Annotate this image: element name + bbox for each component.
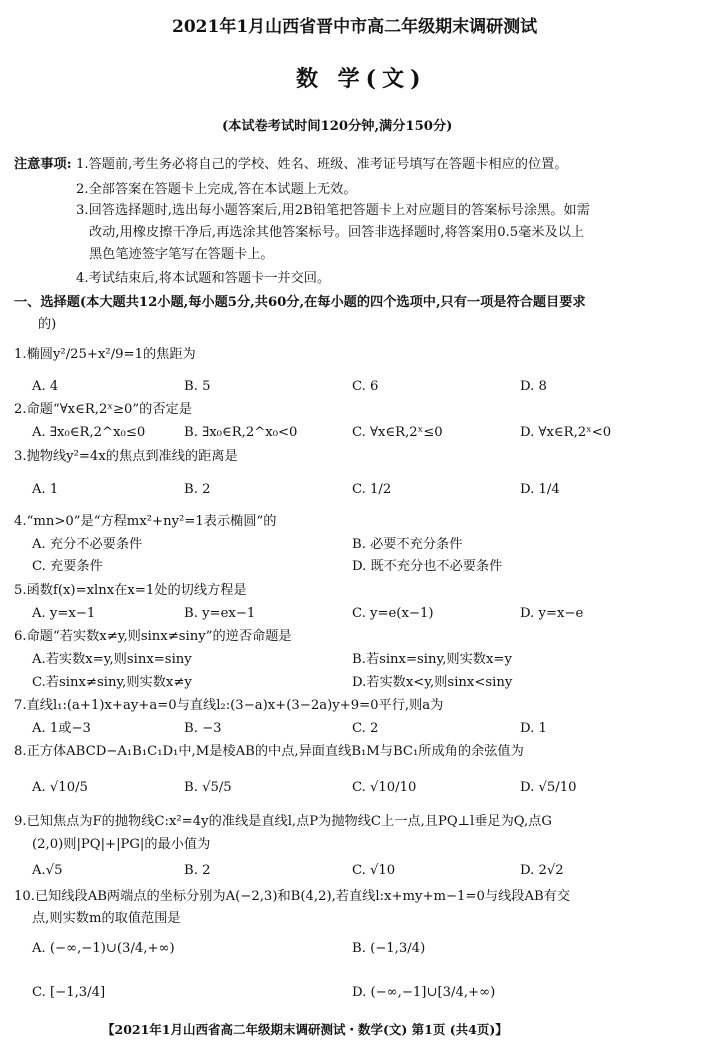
option-c: C. 充要条件 <box>32 559 103 574</box>
option-d: D. √5/10 <box>520 780 577 795</box>
question-stem: 4.“mn>0”是“方程mx²+ny²=1表示椭圆”的 <box>14 514 277 529</box>
section-heading: 一、选择题(本大题共12小题,每小题5分,共60分,在每小题的四个选项中,只有一项是符合题目要求 <box>14 295 586 310</box>
option-c: C. √10 <box>352 863 396 878</box>
note-3a: 3.回答选择题时,选出每小题答案后,用2B铅笔把答题卡上对应题目的答案标号涂黑。如需 <box>76 203 590 218</box>
option-c: C. √10/10 <box>352 780 417 795</box>
option-d: D. y=x−e <box>520 606 584 621</box>
option-a: A. (−∞,−1)∪(3/4,+∞) <box>32 941 175 956</box>
option-b: B. y=ex−1 <box>184 606 256 621</box>
option-b: B. 5 <box>184 379 211 394</box>
option-d: D. (−∞,−1]∪[3/4,+∞) <box>352 985 496 1000</box>
question-stem: 9.已知焦点为F的抛物线C:x²=4y的准线是直线l,点P为抛物线C上一点,且PQ⊥l垂足为Q,点G <box>14 814 552 829</box>
option-d: D. 既不充分也不必要条件 <box>352 559 503 574</box>
option-a: A. 4 <box>32 379 59 394</box>
note-4: 4.考试结束后,将本试题和答题卡一并交回。 <box>76 271 331 286</box>
note-3b: 改动,用橡皮擦干净后,再选涂其他答案标号。回答非选择题时,将答案用0.5毫米及以上 <box>89 225 585 240</box>
option-a: A. 1或−3 <box>32 721 91 736</box>
page-footer: 【2021年1月山西省高二年级期末调研测试・数学(文) 第1页 (共4页)】 <box>102 1022 508 1037</box>
notes-label: 注意事项: <box>14 157 72 172</box>
question-stem: 3.抛物线y²=4x的焦点到准线的距离是 <box>14 449 238 464</box>
question-stem: 6.命题“若实数x≠y,则sinx≠siny”的逆否命题是 <box>14 629 292 644</box>
option-a: A. √10/5 <box>32 780 88 795</box>
question-stem: 10.已知线段AB两端点的坐标分别为A(−2,3)和B(4,2),若直线l:x+my+m−1=0与线段AB有交 <box>14 889 571 904</box>
option-b: B. 2 <box>184 863 211 878</box>
option-a: A.√5 <box>32 863 63 878</box>
option-a: A.若实数x=y,则sinx=siny <box>32 652 192 667</box>
exam-title: 2021年1月山西省晋中市高二年级期末调研测试 <box>172 17 538 37</box>
option-a: A. y=x−1 <box>32 606 96 621</box>
subject-title: 数 学(文) <box>296 66 427 92</box>
option-a: A. 充分不必要条件 <box>32 537 143 552</box>
option-b: B. √5/5 <box>184 780 232 795</box>
option-b: B.若sinx=siny,则实数x=y <box>352 652 512 667</box>
option-a: A. ∃x₀∈R,2^x₀≤0 <box>32 425 146 440</box>
option-c: C.若sinx≠siny,则实数x≠y <box>32 675 192 690</box>
question-stem: 5.函数f(x)=xlnx在x=1处的切线方程是 <box>14 583 247 598</box>
option-c: C. 2 <box>352 721 379 736</box>
question-stem-cont: (2,0)则|PQ|+|PG|的最小值为 <box>32 837 211 852</box>
option-d: D. ∀x∈R,2ˣ<0 <box>520 425 612 440</box>
option-c: C. y=e(x−1) <box>352 606 434 621</box>
note-1: 1.答题前,考生务必将自己的学校、姓名、班级、准考证号填写在答题卡相应的位置。 <box>76 157 568 172</box>
section-heading-cont: 的) <box>38 317 57 332</box>
option-b: B. (−1,3/4) <box>352 941 426 956</box>
question-stem: 2.命题“∀x∈R,2ˣ≥0”的否定是 <box>14 402 192 417</box>
time-note: (本试卷考试时间120分钟,满分150分) <box>222 119 453 134</box>
note-2: 2.全部答案在答题卡上完成,答在本试题上无效。 <box>76 182 357 197</box>
option-d: D.若实数x<y,则sinx<siny <box>352 675 513 690</box>
option-b: B. 必要不充分条件 <box>352 537 463 552</box>
option-b: B. 2 <box>184 482 211 497</box>
question-stem-cont: 点,则实数m的取值范围是 <box>32 911 181 926</box>
question-stem: 8.正方体ABCD−A₁B₁C₁D₁中,M是棱AB的中点,异面直线B₁M与BC₁所成角的余弦值为 <box>14 744 524 759</box>
option-d: D. 2√2 <box>520 863 564 878</box>
option-b: B. ∃x₀∈R,2^x₀<0 <box>184 425 298 440</box>
option-d: D. 8 <box>520 379 547 394</box>
question-stem: 1.椭圆y²/25+x²/9=1的焦距为 <box>14 347 196 362</box>
option-d: D. 1 <box>520 721 547 736</box>
option-c: C. 6 <box>352 379 379 394</box>
option-c: C. [−1,3/4] <box>32 985 106 1000</box>
option-b: B. −3 <box>184 721 222 736</box>
note-3c: 黑色笔迹签字笔写在答题卡上。 <box>89 247 274 262</box>
option-c: C. 1/2 <box>352 482 392 497</box>
option-c: C. ∀x∈R,2ˣ≤0 <box>352 425 443 440</box>
option-a: A. 1 <box>32 482 59 497</box>
question-stem: 7.直线l₁:(a+1)x+ay+a=0与直线l₂:(3−a)x+(3−2a)y+9=0平行,则a为 <box>14 698 444 713</box>
option-d: D. 1/4 <box>520 482 560 497</box>
